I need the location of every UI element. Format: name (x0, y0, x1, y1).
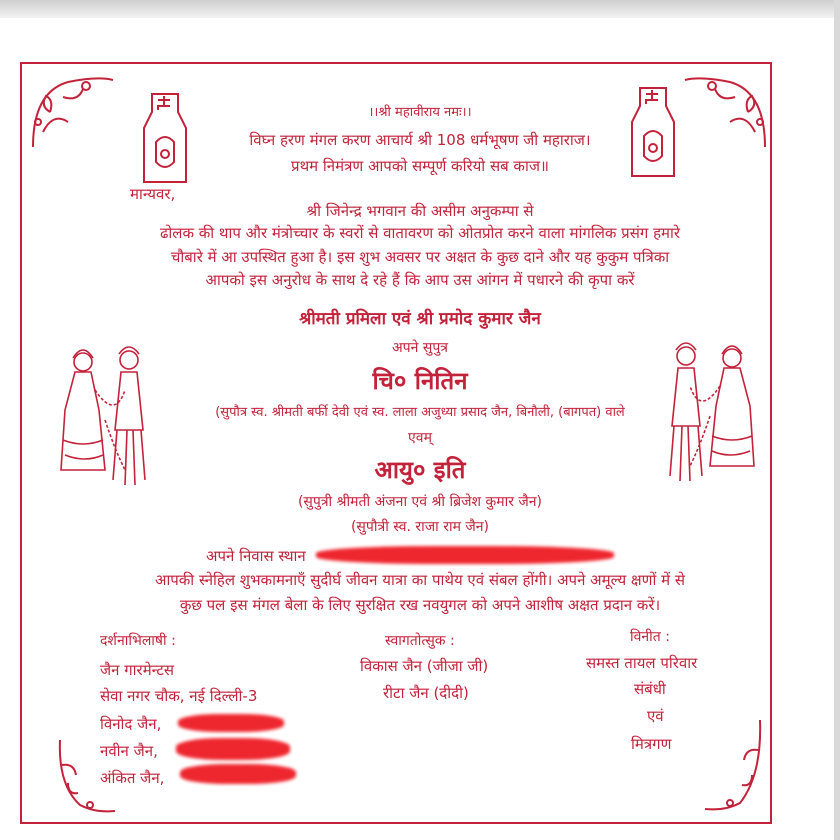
redaction-mark (176, 738, 290, 760)
salutation: मान्यवर, (130, 185, 176, 203)
bride-name: आयु० इति (374, 456, 466, 484)
venue-prefix: अपने निवास स्थान (206, 547, 306, 565)
bride-lineage: (सुपौत्री स्व. राजा राम जैन) (350, 519, 490, 535)
redaction-mark (316, 546, 614, 564)
col1-name: अंकित जैन, (100, 769, 165, 787)
redaction-mark (180, 764, 296, 784)
col1-name: नवीन जैन, (100, 742, 158, 760)
col3-line: समस्त तायल परिवार (586, 654, 698, 672)
son-of-label: अपने सुपुत्र (391, 340, 448, 356)
groom-lineage: (सुपौत्र स्व. श्रीमती बर्फी देवी एवं स्व. लाला अजुध्या प्रसाद जैन, बिनौली, (बागपत) वाले (215, 405, 625, 420)
col3-line: मित्रगण (631, 735, 672, 753)
invocation: ।।श्री महावीराय नमः।। (368, 105, 472, 120)
col2-heading: स्वागतोत्सुक : (385, 633, 455, 649)
and-label: एवम् (408, 430, 432, 446)
floral-corner-icon (700, 715, 770, 815)
blessing-line: विघ्न हरण मंगल करण आचार्य श्री 108 धर्मभूषण जी महाराज। (249, 131, 591, 149)
bride-parents: (सुपुत्री श्रीमती अंजना एवं श्री ब्रिजेश कुमार जैन) (297, 494, 543, 510)
body-line: आपको इस अनुरोध के साथ दे रहे हैं कि आप उस आंगन में पधारने की कृपा करें (205, 271, 635, 289)
groom-name: चि० नितिन (372, 367, 468, 395)
scan-edge (0, 0, 840, 18)
col2-line: विकास जैन (जीजा जी) (360, 657, 489, 675)
col1-name: विनोद जैन, (100, 715, 162, 733)
col3-line: संबंधी (634, 680, 666, 698)
blessing-line: प्रथम निमंत्रण आपको सम्पूर्ण करियो सब काज॥ (291, 157, 549, 175)
body-line: ढोलक की थाप और मंत्रोच्चार के स्वरों से वातावरण को ओतप्रोत करने वाला मांगलिक प्रसंग हमारे (159, 224, 681, 242)
col1-line: जैन गारमेन्टस (100, 661, 175, 679)
body-line: श्री जिनेन्द्र भगवान की असीम अनुकम्पा से (306, 202, 534, 220)
closing-line: कुछ पल इस मंगल बेला के लिए सुरक्षित रख नवयुगल को अपने आशीष अक्षत प्रदान करें। (179, 596, 661, 614)
parents-names: श्रीमती प्रमिला एवं श्री प्रमोद कुमार जैन (299, 309, 541, 329)
closing-line: आपकी स्नेहिल शुभकामनाएँ सुदीर्घ जीवन यात्रा का पाथेय एवं संबल होंगी। अपने अमूल्य क्षणों में से (154, 571, 686, 589)
col1-line: सेवा नगर चौक, नई दिल्ली-3 (100, 687, 258, 705)
redaction-mark (178, 714, 284, 732)
col3-line: एवं (647, 707, 664, 725)
col3-heading: विनीत : (630, 629, 670, 645)
col2-line: रीटा जैन (दीदी) (383, 684, 469, 702)
col1-heading: दर्शनाभिलाषी : (100, 633, 176, 649)
body-line: चौबारे में आ उपस्थित हुआ है। इस शुभ अवसर पर अक्षत के कुछ दाने और यह कुकुम पत्रिका (170, 248, 670, 266)
